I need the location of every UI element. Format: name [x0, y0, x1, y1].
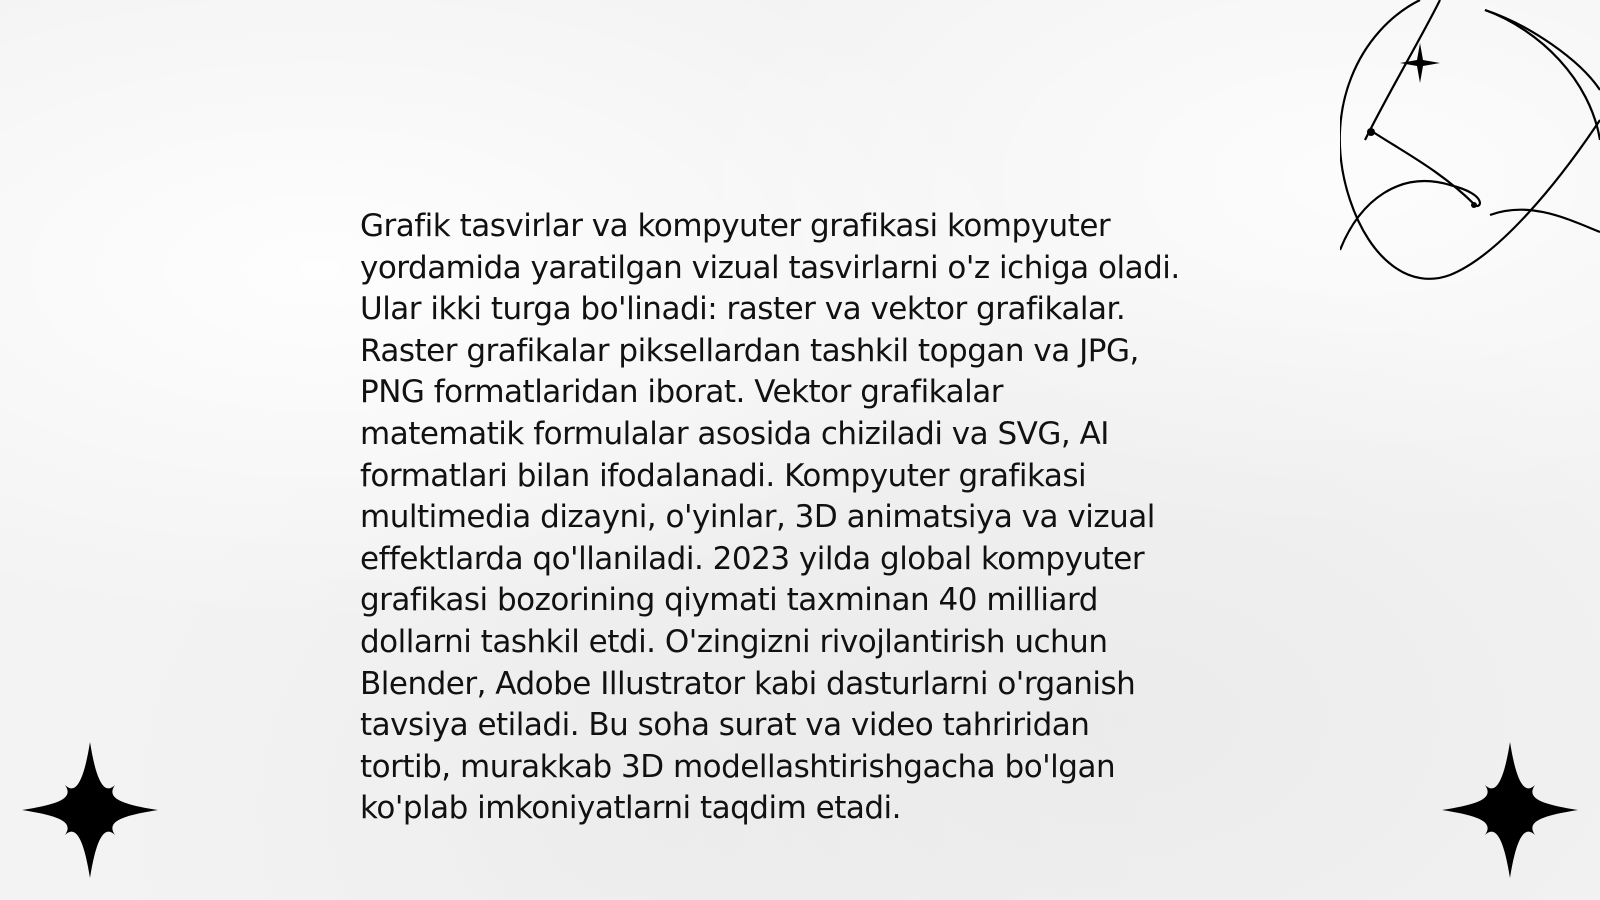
paragraph-line: effektlarda qo'llaniladi. 2023 yilda global kompyuter	[360, 540, 1145, 577]
paragraph-line: dollarni tashkil etdi. O'zingizni rivojlantirish uchun	[360, 623, 1108, 660]
paragraph-line: formatlari bilan ifodalanadi. Kompyuter grafikasi	[360, 457, 1087, 494]
paragraph-line: ko'plab imkoniyatlarni taqdim etadi.	[360, 790, 901, 827]
paragraph-line: matematik formulalar asosida chiziladi va SVG, AI	[360, 415, 1109, 452]
paragraph-line: Ular ikki turga bo'linadi: raster va vektor grafikalar.	[360, 291, 1126, 328]
paragraph-line: multimedia dizayni, o'yinlar, 3D animatsiya va vizual	[360, 499, 1155, 536]
four-point-star-icon	[20, 740, 160, 880]
body-paragraph	[360, 206, 1260, 830]
orbit-lines-icon	[1340, 0, 1600, 290]
sparkle-icon	[1400, 43, 1440, 83]
paragraph-line: tortib, murakkab 3D modellashtirishgacha bo'lgan	[360, 748, 1116, 785]
paragraph-line: Raster grafikalar piksellardan tashkil topgan va JPG,	[360, 332, 1139, 369]
four-point-star-icon	[1440, 740, 1580, 880]
paragraph-line: yordamida yaratilgan vizual tasvirlarni o'z ichiga oladi.	[360, 249, 1180, 286]
paragraph-line: tavsiya etiladi. Bu soha surat va video tahriridan	[360, 707, 1090, 744]
paragraph-line: Grafik tasvirlar va kompyuter grafikasi kompyuter	[360, 208, 1111, 244]
paragraph-line: grafikasi bozorining qiymati taxminan 40 milliard	[360, 582, 1098, 619]
paragraph-line: Blender, Adobe Illustrator kabi dasturlarni o'rganish	[360, 665, 1136, 702]
paragraph-line: PNG formatlaridan iborat. Vektor grafikalar	[360, 374, 1003, 411]
